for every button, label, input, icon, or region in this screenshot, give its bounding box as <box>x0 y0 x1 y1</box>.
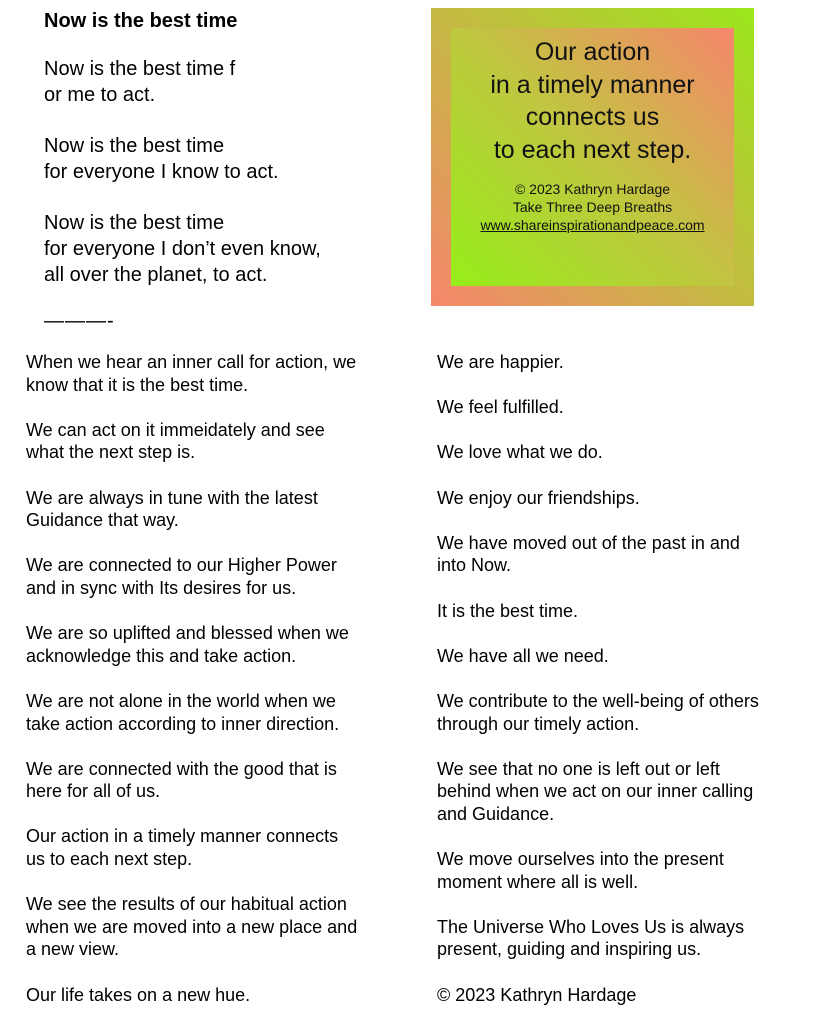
card-copyright: © 2023 Kathryn Hardage <box>514 181 671 197</box>
paragraph-line: We are connected to our Higher Power <box>26 555 337 576</box>
poem-line: Now is the best time <box>44 212 225 234</box>
paragraph-line: Our action in a timely manner connects <box>26 826 339 847</box>
quote-card-credit <box>451 180 734 234</box>
paragraph <box>26 825 416 870</box>
paragraph-line: We enjoy our friendships. <box>437 487 640 508</box>
poem-stanzas <box>44 56 414 288</box>
paragraph-line: moment where all is well. <box>437 871 639 892</box>
paragraph-line: It is the best time. <box>437 600 579 621</box>
poem-line: for everyone I don’t even know, <box>44 238 321 260</box>
poem-stanza <box>44 133 414 185</box>
quote-card <box>431 8 754 306</box>
paragraph <box>437 645 812 668</box>
paragraph-line: The Universe Who Loves Us is always <box>437 916 745 937</box>
paragraph-line: here for all of us. <box>26 781 161 802</box>
paragraph-line: take action according to inner direction. <box>26 713 340 734</box>
paragraph-line: We are connected with the good that is <box>26 758 337 779</box>
paragraph <box>26 419 416 464</box>
paragraph <box>26 554 416 599</box>
card-website-link[interactable]: www.shareinspirationandpeace.com <box>480 217 705 233</box>
paragraph <box>437 690 812 735</box>
paragraph-line: behind when we act on our inner calling <box>437 781 754 802</box>
poem-line: for everyone I know to act. <box>44 161 279 183</box>
paragraph-line: know that it is the best time. <box>26 374 249 395</box>
paragraph-line: We see the results of our habitual action <box>26 894 347 915</box>
paragraph <box>437 351 812 374</box>
paragraph <box>437 984 812 1007</box>
paragraph-line: into Now. <box>437 555 512 576</box>
left-column <box>26 351 416 1029</box>
poem <box>44 8 414 331</box>
card-message-line: Our action <box>534 38 651 66</box>
paragraph-line: We contribute to the well-being of others <box>437 690 759 711</box>
card-message-line: in a timely manner <box>490 70 695 99</box>
card-message-line: connects us <box>525 103 660 131</box>
paragraph-line: Guidance that way. <box>26 510 179 531</box>
poem-line: Now is the best time <box>44 135 225 157</box>
paragraph <box>26 690 416 735</box>
paragraph-line: We are always in tune with the latest <box>26 487 318 508</box>
paragraph-line: We see that no one is left out or left <box>437 758 720 779</box>
paragraph-line: We move ourselves into the present <box>437 849 724 870</box>
paragraph <box>437 848 812 893</box>
poem-line: Now is the best time f <box>44 58 236 80</box>
paragraph-line: a new view. <box>26 939 120 960</box>
paragraph-line: what the next step is. <box>26 442 196 463</box>
paragraph-line: and in sync with Its desires for us. <box>26 577 297 598</box>
paragraph-line: We have all we need. <box>437 645 609 666</box>
poem-line: or me to act. <box>44 84 156 106</box>
card-message-line: to each next step. <box>493 135 692 164</box>
paragraph-line: Our life takes on a new hue. <box>26 984 251 1005</box>
poem-title: Now is the best time <box>44 10 238 32</box>
poem-stanza <box>44 56 414 108</box>
paragraph-line: We are so uplifted and blessed when we <box>26 623 349 644</box>
quote-card-inner <box>451 28 734 286</box>
poem-line: all over the planet, to act. <box>44 264 268 286</box>
paragraph <box>26 487 416 532</box>
paragraph <box>26 351 416 396</box>
paragraph-line: We feel fulfilled. <box>437 397 564 418</box>
paragraph-line: We are not alone in the world when we <box>26 690 336 711</box>
paragraph <box>437 487 812 510</box>
paragraph-line: present, guiding and inspiring us. <box>437 939 702 960</box>
paragraph <box>26 984 416 1007</box>
paragraph-line: When we hear an inner call for action, we <box>26 352 357 372</box>
paragraph <box>26 622 416 667</box>
paragraph <box>437 532 812 577</box>
paragraph-line: We love what we do. <box>437 442 603 463</box>
paragraph-line: and Guidance. <box>437 803 555 824</box>
quote-card-message <box>451 36 734 166</box>
paragraph <box>26 758 416 803</box>
paragraph <box>437 600 812 623</box>
paragraph-line: acknowledge this and take action. <box>26 645 297 666</box>
card-book-title: Take Three Deep Breaths <box>512 199 673 215</box>
paragraph-line: We are happier. <box>437 352 564 372</box>
paragraph <box>437 916 812 961</box>
paragraph-line: when we are moved into a new place and <box>26 916 358 937</box>
paragraph <box>437 396 812 419</box>
paragraph-line: © 2023 Kathryn Hardage <box>437 984 637 1005</box>
paragraph <box>26 893 416 961</box>
poem-stanza <box>44 210 414 288</box>
paragraph-line: We have moved out of the past in and <box>437 532 740 553</box>
poem-divider: ———- <box>44 310 115 332</box>
paragraph-line: We can act on it immeidately and see <box>26 419 325 440</box>
right-column <box>437 351 812 1029</box>
paragraph-line: us to each next step. <box>26 849 193 870</box>
paragraph <box>437 758 812 826</box>
paragraph-line: through our timely action. <box>437 713 640 734</box>
paragraph <box>437 441 812 464</box>
